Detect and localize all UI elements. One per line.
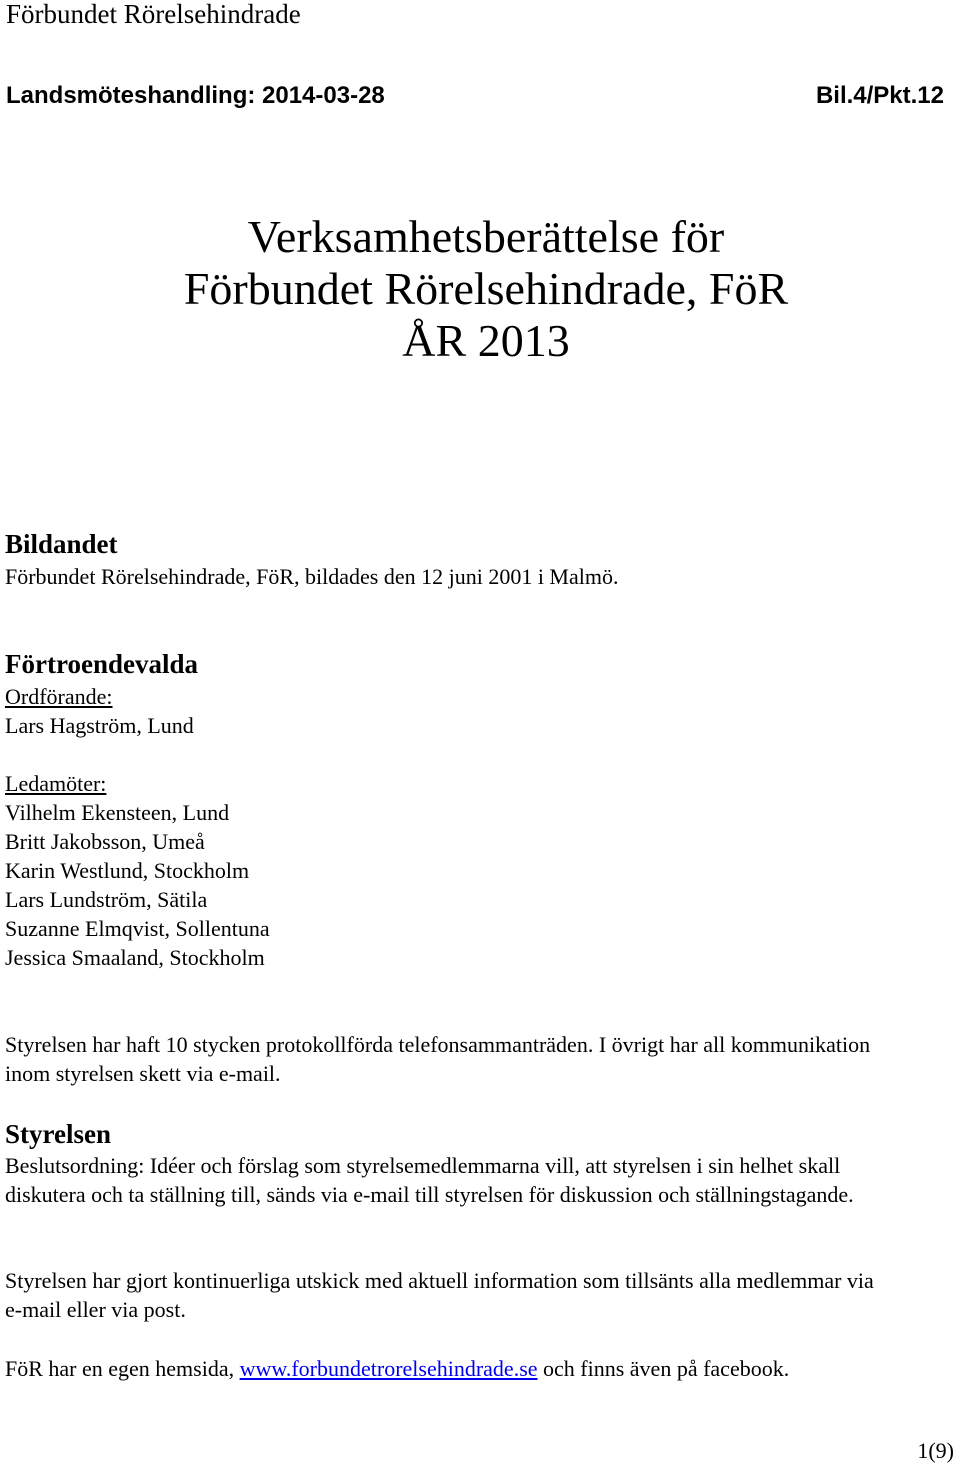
member-item: Suzanne Elmqvist, Sollentuna [5, 916, 270, 941]
website-text-after: och finns även på facebook. [537, 1356, 790, 1381]
section-heading-styrelsen: Styrelsen [5, 1119, 111, 1149]
document-label: Landsmöteshandling: 2014-03-28 [6, 82, 385, 109]
member-item: Karin Westlund, Stockholm [5, 858, 250, 883]
members-label: Ledamöter: [5, 771, 107, 796]
member-item: Jessica Smaaland, Stockholm [5, 945, 265, 970]
section-heading-fortroendevalda: Förtroendevalda [5, 649, 198, 679]
bildandet-text: Förbundet Rörelsehindrade, FöR, bildades den 12 juni 2001 i Malmö. [5, 564, 619, 589]
chair-label: Ordförande: [5, 684, 113, 709]
attachment-reference: Bil.4/Pkt.12 [815, 82, 944, 109]
member-item: Lars Lundström, Sätila [5, 887, 208, 912]
section-heading-bildandet: Bildandet [5, 529, 118, 559]
meetings-paragraph: Styrelsen har haft 10 stycken protokollförda telefonsammanträden. I övrigt har all kommunikation inom styrelsen skett via e-mail. [5, 1032, 871, 1086]
member-item: Britt Jakobsson, Umeå [5, 829, 205, 854]
page-number: 1(9) [917, 1438, 954, 1463]
title-line-1: Verksamhetsberättelse för [247, 211, 725, 262]
mailings-paragraph: Styrelsen har gjort kontinuerliga utskick med aktuell information som tillsänts alla medlemmar via e-mail eller via post. [5, 1268, 874, 1322]
member-item: Vilhelm Ekensteen, Lund [5, 800, 230, 825]
chair-name: Lars Hagström, Lund [5, 713, 194, 738]
title-line-3: ÅR 2013 [402, 315, 570, 366]
decision-paragraph: Beslutsordning: Idéer och förslag som styrelsemedlemmarna vill, att styrelsen i sin helhet skall diskutera och ta ställning till, sänds via e-mail till styrelsen för diskussion och ställningstagande. [5, 1153, 854, 1207]
website-link[interactable]: www.forbundetrorelsehindrade.se [239, 1356, 538, 1381]
document-title [0, 211, 960, 367]
title-line-2: Förbundet Rörelsehindrade, FöR [183, 263, 789, 314]
organization-header: Förbundet Rörelsehindrade [6, 0, 301, 29]
website-text-before: FöR har en egen hemsida, [5, 1356, 240, 1381]
website-paragraph [5, 1354, 789, 1383]
